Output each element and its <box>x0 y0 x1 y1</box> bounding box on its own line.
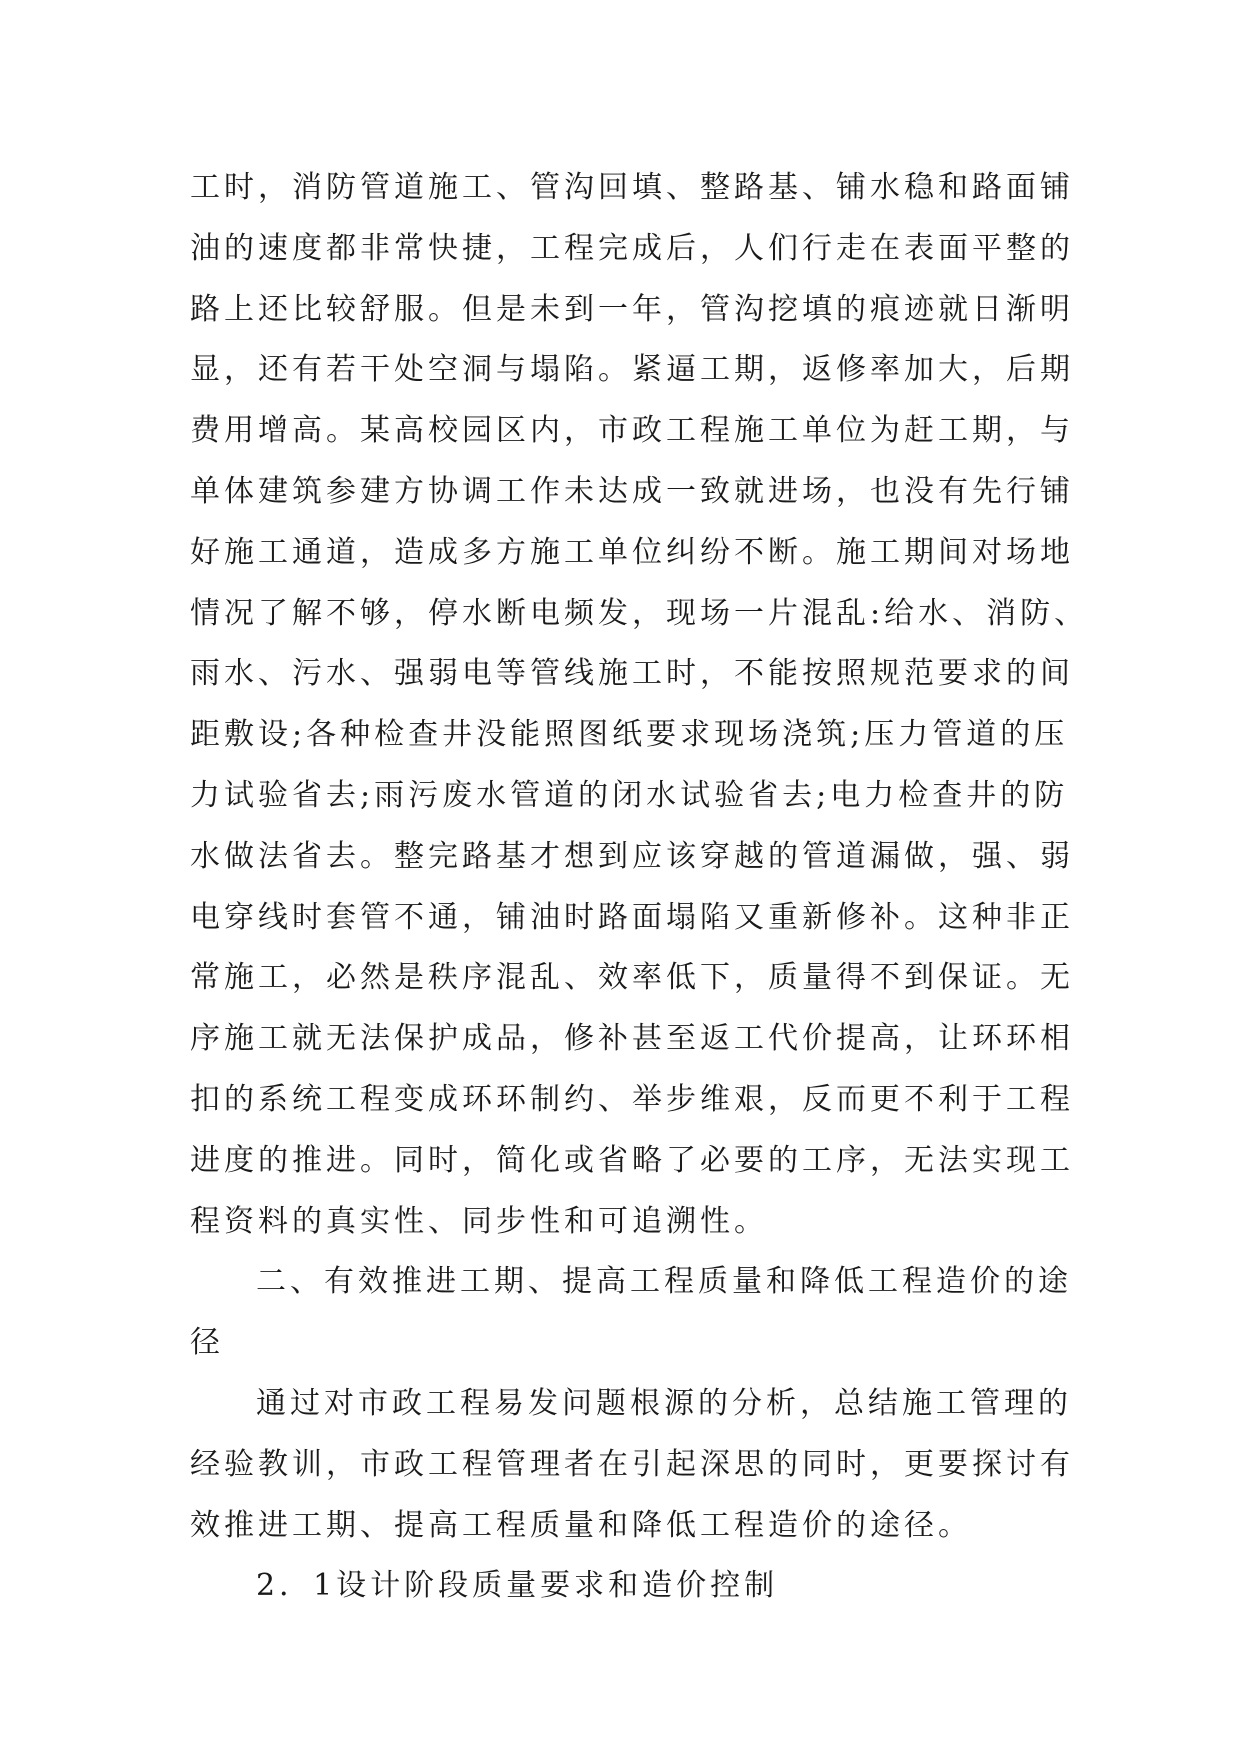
text-line: 常施工，必然是秩序混乱、效率低下，质量得不到保证。无 <box>190 960 1074 996</box>
text-line: 扣的系统工程变成环环制约、举步维艰，反而更不利于工程 <box>190 1081 1074 1117</box>
text-line: 序施工就无法保护成品，修补甚至返工代价提高，让环环相 <box>190 1021 1074 1057</box>
text-line: 雨水、污水、强弱电等管线施工时，不能按照规范要求的间 <box>190 656 1074 692</box>
text-line: 单体建筑参建方协调工作未达成一致就进场，也没有先行铺 <box>190 473 1074 509</box>
text-line: 水做法省去。整完路基才想到应该穿越的管道漏做，强、弱 <box>190 838 1074 874</box>
text-line: 经验教训，市政工程管理者在引起深思的同时，更要探讨有 <box>190 1446 1074 1482</box>
text-line: 路上还比较舒服。但是未到一年，管沟挖填的痕迹就日渐明 <box>190 291 1074 327</box>
text-line: 电穿线时套管不通，铺油时路面塌陷又重新修补。这种非正 <box>190 899 1074 935</box>
text-line: 费用增高。某高校园区内，市政工程施工单位为赶工期，与 <box>190 413 1074 449</box>
section-heading-continued: 径 <box>190 1325 224 1361</box>
body-text <box>190 158 1089 1617</box>
text-line: 通过对市政工程易发问题根源的分析，总结施工管理的 <box>256 1385 1072 1421</box>
text-line: 效推进工期、提高工程质量和降低工程造价的途径。 <box>190 1507 972 1543</box>
text-line: 情况了解不够，停水断电频发，现场一片混乱:给水、消防、 <box>190 595 1089 631</box>
text-line: 油的速度都非常快捷，工程完成后，人们行走在表面平整的 <box>190 230 1074 266</box>
text-line: 程资料的真实性、同步性和可追溯性。 <box>190 1203 768 1239</box>
text-line: 力试验省去;雨污废水管道的闭水试验省去;电力检查井的防 <box>190 777 1069 813</box>
text-line: 工时，消防管道施工、管沟回填、整路基、铺水稳和路面铺 <box>190 170 1074 205</box>
text-line: 距敷设;各种检查井没能照图纸要求现场浇筑;压力管道的压 <box>190 717 1069 753</box>
subsection-heading: 2．1设计阶段质量要求和造价控制 <box>256 1568 779 1604</box>
text-line: 显，还有若干处空洞与塌陷。紧逼工期，返修率加大，后期 <box>190 352 1074 388</box>
section-heading: 二、有效推进工期、提高工程质量和降低工程造价的途 <box>256 1264 1072 1300</box>
text-line: 好施工通道，造成多方施工单位纠纷不断。施工期间对场地 <box>190 534 1074 570</box>
text-line: 进度的推进。同时，简化或省略了必要的工序，无法实现工 <box>190 1142 1074 1178</box>
